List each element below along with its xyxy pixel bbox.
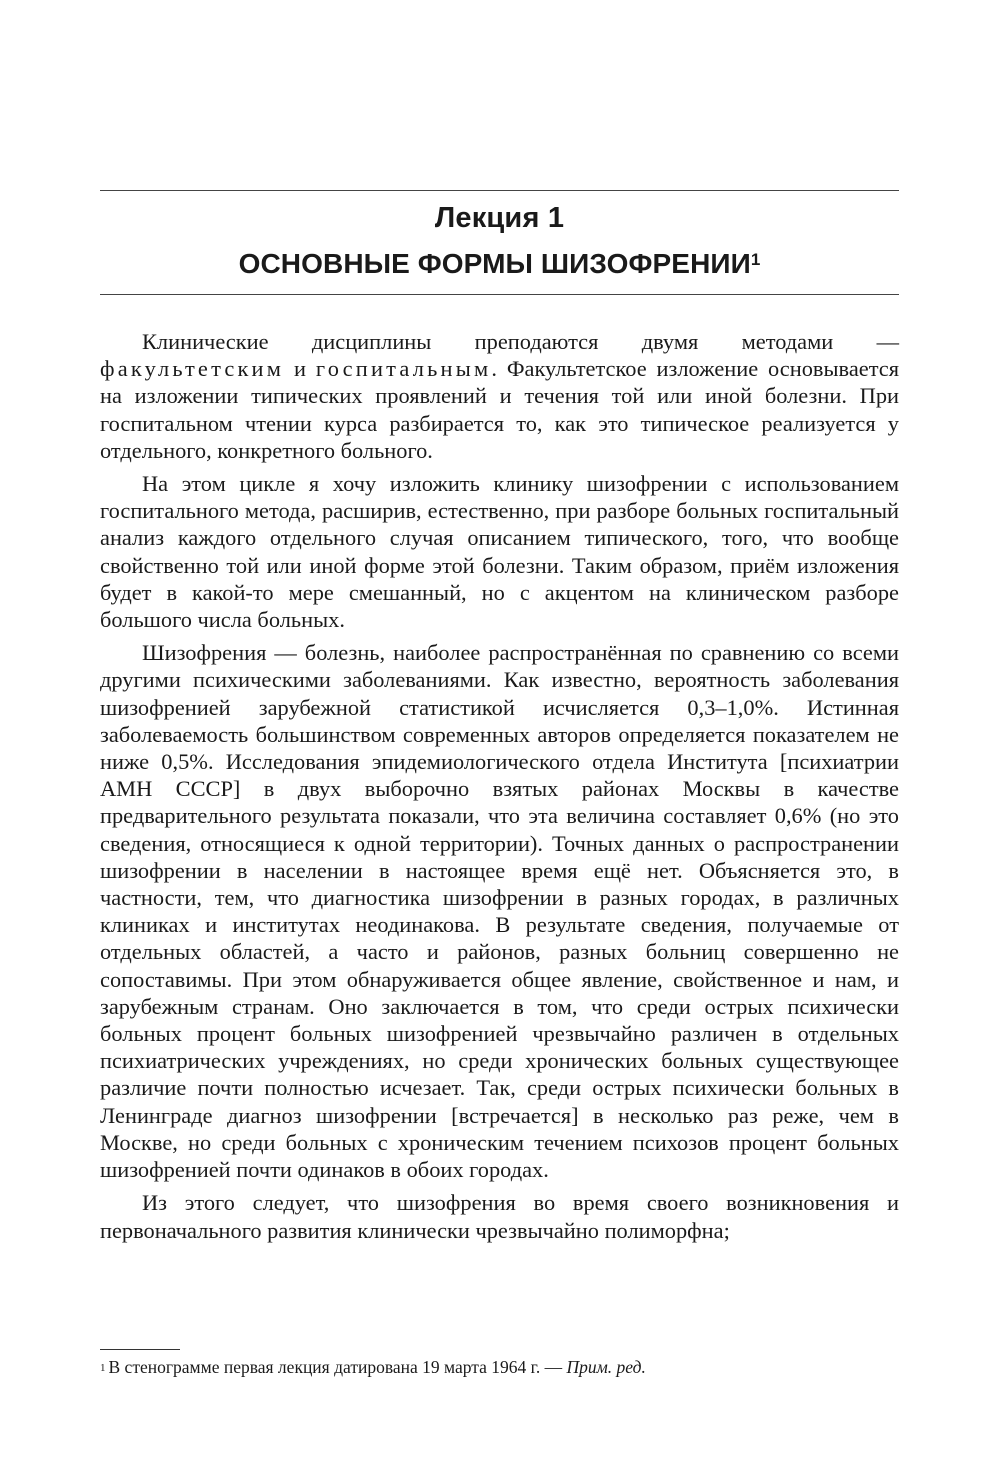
footnote-editor-note: Прим. ред. (566, 1357, 646, 1377)
title-footnote-marker[interactable]: 1 (750, 250, 761, 269)
paragraph-1-start: Клинические дисциплины преподаются двумя методами — (142, 329, 899, 354)
paragraph-1-and: и (284, 356, 316, 382)
term-hospital: госпитальным (315, 356, 492, 382)
footnote-text: В стенограмме первая лекция датирована 19 марта 1964 г. — (108, 1357, 567, 1377)
paragraph-2: На этом цикле я хочу изложить клинику шизофрении с использованием госпитального метода, расширив, естественно, при разборе больных госпитальный анализ каждого отдельного случая описанием типического, того, что вообще свойственно той или иной форме этой болезни. Таким образом, приём изложения будет в какой-то мере смешанный, но с акцентом на клиническом разборе большого числа больных. (100, 471, 899, 633)
lecture-number: Лекция 1 (434, 202, 565, 234)
heading-top-rule (100, 190, 899, 191)
lecture-title (100, 246, 899, 282)
paragraph-1 (100, 328, 899, 464)
footnote (100, 1356, 899, 1378)
footnote-marker: 1 (100, 1362, 106, 1374)
body-text (100, 328, 899, 1250)
paragraph-3: Шизофрения — болезнь, наиболее распространённая по сравнению со всеми другими психическими заболеваниями. Как известно, вероятность заболевания шизофренией зарубежной статистикой исчисляется 0,3–1,0%. Истинная заболеваемость большинством современных авторов определяется показателем не ниже 0,5%. Исследования эпидемиологического отдела Института [психиатрии АМН СССР] в двух выборочно взятых районах Москвы в качестве предварительного результата показали, что эта величина составляет 0,6% (но это сведения, относящиеся к одной территории). Точных данных о распространении шизофрении в населении в настоящее время ещё нет. Объясняется это, в частности, тем, что диагностика шизофрении в разных городах, в различных клиниках и институтах неодинакова. В результате сведения, получаемые от отдельных областей, а часто и районов, разных больниц совершенно не сопоставимы. При этом обнаруживается общее явление, свойственное и нам, и зарубежным странам. Оно заключается в том, что среди острых психически больных процент больных шизофренией чрезвычайно различен в отдельных психиатрических учреждениях, но среди хронических больных существующее различие почти полностью исчезает. Так, среди острых психически больных в Ленинграде диагноз шизофрении [встречается] в несколько раз реже, чем в Москве, но среди больных с хроническим течением психозов процент больных шизофренией почти одинаков в обоих городах. (100, 640, 899, 1183)
term-faculty: факультетским (100, 356, 285, 382)
lecture-title-text: ОСНОВНЫЕ ФОРМЫ ШИЗОФРЕНИИ (238, 248, 751, 279)
heading-bottom-rule (100, 294, 899, 295)
paragraph-1-rest: . Факультетское изложение основывается на изложении типических проявлений и течения той или иной болезни. При госпитальном чтении курса разбирается то, как это типическое реализуется у отдельного, конкретного больного. (100, 356, 899, 463)
footnote-separator (100, 1349, 180, 1350)
paragraph-4: Из этого следует, что шизофрения во время своего возникновения и первоначального развития клинически чрезвычайно полиморфна; (100, 1190, 899, 1243)
